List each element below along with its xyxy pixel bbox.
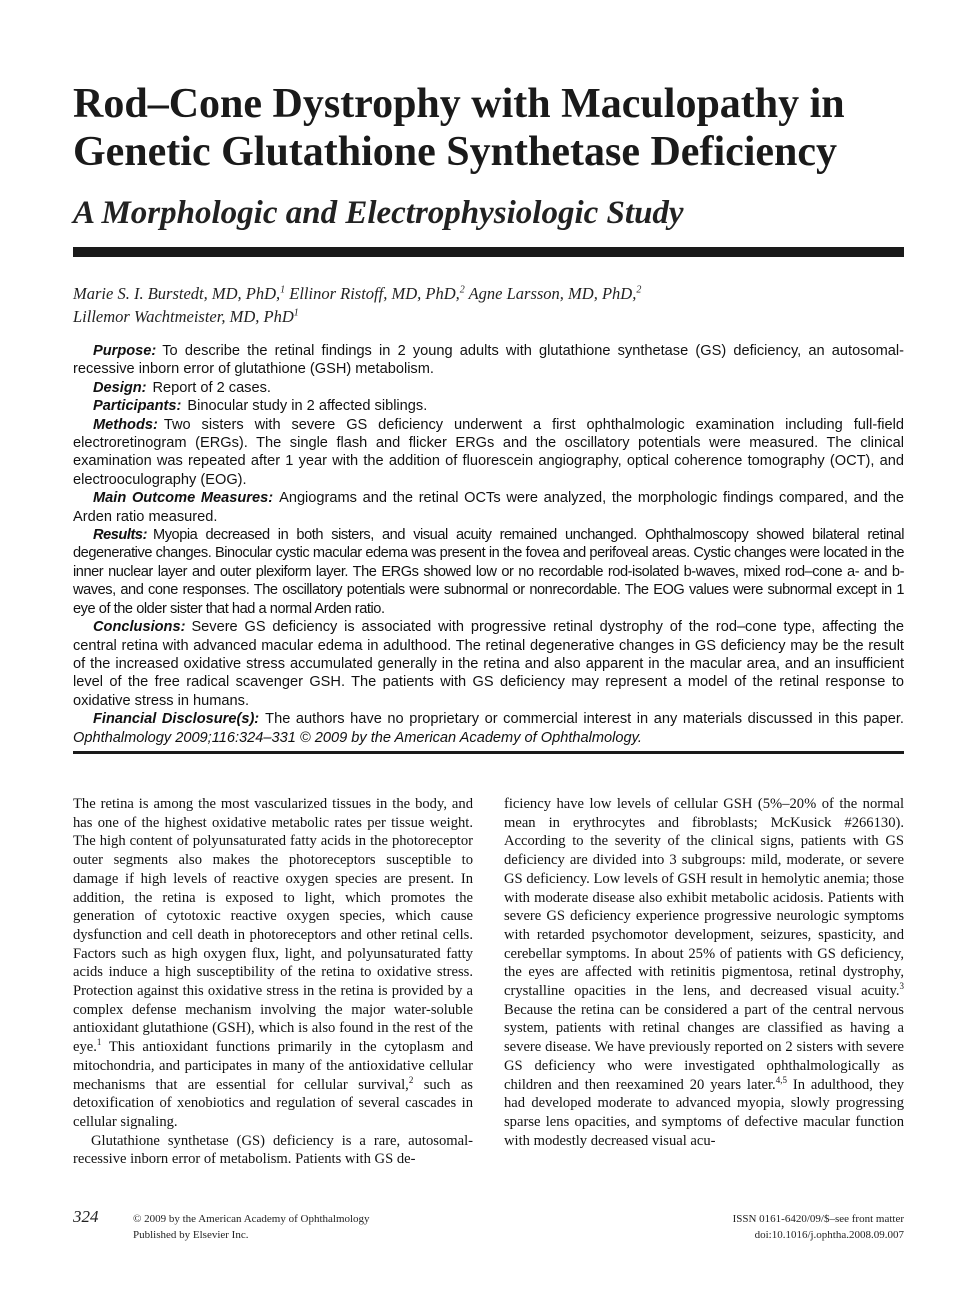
- abstract-outcome: Main Outcome Measures: Angiograms and the retinal OCTs were analyzed, the morphologic findings compared, and the Arden ratio measured.: [73, 490, 905, 525]
- body-paragraph-1: The retina is among the most vascularized tissues in the body, and has one of the highest oxidative metabolic rates per tissue weight. The high content of polyunsaturated fatty acids in the photoreceptor outer segments also makes the photoreceptors susceptible to damage if high levels of reactive oxygen species are present. In addition, the retina is exposed to light, which promotes the generation of cytotoxic reactive oxygen species, which cause dysfunction and cell death in photoreceptors and other retinal cells. Factors such as high oxygen flux, light, and polyunsaturated fatty acids induce a high susceptibility of the retina to oxidative stress. Protection against this oxidative stress in the retina is provided by a complex defense mechanism involving the major water-soluble antioxidant glutathione (GSH), which is also found in the rest of the eye.$^1$ This antioxidant functions primarily in the cytoplasm and mitochondria, and participates in many of the antioxidative cellular mechanisms that are essential for cellular survival,$^2$ such as detoxification of xenobiotics and regulation of several cascades in cellular signaling.: [73, 796, 473, 1130]
- abstract-participants: Participants: Binocular study in 2 affected siblings.: [93, 398, 428, 415]
- footer-copyright: © 2009 by the American Academy of Ophthalmology Published by Elsevier Inc.: [133, 1213, 370, 1241]
- body-column-right: [504, 795, 904, 1150]
- body-paragraph-2: Glutathione synthetase (GS) deficiency is a rare, autosomal-recessive inborn error of metabolism. Patients with GS de-: [73, 1132, 473, 1168]
- abstract-design: Design: Report of 2 cases.: [93, 379, 271, 396]
- body-paragraph-3: ficiency have low levels of cellular GSH (5%–20% of the normal mean in erythrocytes and fibroblasts; McKusick #266130). According to the severity of the clinical signs, patients with GS deficiency are divided into 3 subgroups: mild, moderate, or severe GS deficiency. Low levels of GSH result in hemolytic anemia; those with moderate disease also exhibit metabolic acidosis. Patients with severe GS deficiency experience progressive neurologic symptoms with retarded psychomotor development, seizures, spasticity, and cerebellar symptoms. In about 25% of patients with GS deficiency, the eyes are affected with retinitis pigmentosa, retinal dystrophy, crystalline opacities in the lens, and decreased visual acuity.$^3$ Because the retina can be considered a part of the central nervous system, patients with retinal changes are classified as having a severe disease. We have previously reported on 2 sisters with severe GS deficiency who were investigated ophthalmologically as children and then reexamined 20 years later.$^{4,5}$ In adulthood, they had developed moderate to advanced myopia, slowly progressing sparse lens opacities, and symptoms of defective macular function with modestly decreased visual acu-: [504, 796, 904, 1149]
- abstract-rule: [73, 751, 904, 754]
- author-list: [73, 280, 903, 327]
- body-column-left: [73, 795, 473, 1169]
- footer-identifiers: [733, 1211, 904, 1243]
- issn: ISSN 0161-6420/09/$–see front matter: [732, 1213, 904, 1225]
- abstract-methods: Methods: Two sisters with severe GS deficiency underwent a first ophthalmologic examination including full-field electroretinogram (ERGs). The single flash and flicker ERGs and the oscillatory potentials were measured. The clinical examination was repeated after 1 year with the addition of fluorescein angiography, optical coherence tomography (OCT), and electrooculography (EOG).: [73, 416, 904, 488]
- reference-3[interactable]: 3: [899, 981, 904, 992]
- abstract-results: Results: Myopia decreased in both sisters, and visual acuity remained unchanged. Ophthalmoscopy showed bilateral retinal degenerative changes. Binocular cystic macular edema was present in the fovea and perifoveal areas. Cystic changes were located in the inner nuclear layer and outer plexiform layer. The ERGs showed low or no recordable rod-isolated b-waves, mixed rod–cone a- and b-waves, and cone responses. The oscillatory potentials were subnormal or nonrecordable. The EOG values were subnormal except in 1 eye of the older sister that had a normal Arden ratio.: [73, 527, 904, 617]
- reference-4-5[interactable]: 4,5: [775, 1074, 787, 1085]
- abstract-purpose: Purpose: To describe the retinal findings in 2 young adults with glutathione synthetase (GS) deficiency, an autosomal-recessive inborn error of glutathione (GSH) metabolism.: [73, 343, 904, 378]
- author-3: Agne Larsson, MD, PhD,$^2$: [468, 283, 642, 303]
- author-4: Lillemor Wachtmeister, MD, PhD$^1$: [73, 307, 299, 326]
- abstract-disclosure: Financial Disclosure(s): The authors have no proprietary or commercial interest in any materials discussed in this paper. Ophthalmology 2009;116:324–331 © 2009 by the American Academy of Ophthalmology.: [73, 711, 904, 746]
- page-number: 324: [73, 1207, 99, 1226]
- article-subtitle: A Morphologic and Electrophysiologic Study: [73, 195, 684, 231]
- author-2: Ellinor Ristoff, MD, PhD,$^2$: [289, 283, 465, 303]
- reference-1[interactable]: 1: [96, 1037, 102, 1048]
- citation: Ophthalmology 2009;116:324–331 © 2009 by the American Academy of Ophthalmology.: [73, 729, 642, 746]
- reference-2[interactable]: 2: [408, 1074, 414, 1085]
- doi[interactable]: doi:10.1016/j.ophtha.2008.09.007: [754, 1229, 904, 1241]
- abstract-conclusions: Conclusions: Severe GS deficiency is associated with progressive retinal dystrophy of the rod–cone type, affecting the central retina with advanced macular edema in adulthood. The retinal degenerative changes in GS deficiency may be the result of the increased oxidative stress accumulated generally in the retina and also apparent in the macular area, and an insufficient level of the free radical scavenger GSH. The patients with GS deficiency may represent a model of the retinal response to oxidative stress in humans.: [73, 619, 904, 709]
- article-title: [73, 80, 913, 176]
- author-1: Marie S. I. Burstedt, MD, PhD,$^1$: [73, 283, 286, 303]
- header-rule: [73, 247, 904, 257]
- abstract: [73, 342, 904, 747]
- title-line-1: Rod–Cone Dystrophy with Maculopathy in: [73, 81, 845, 127]
- title-line-2: Genetic Glutathione Synthetase Deficiency: [73, 129, 838, 175]
